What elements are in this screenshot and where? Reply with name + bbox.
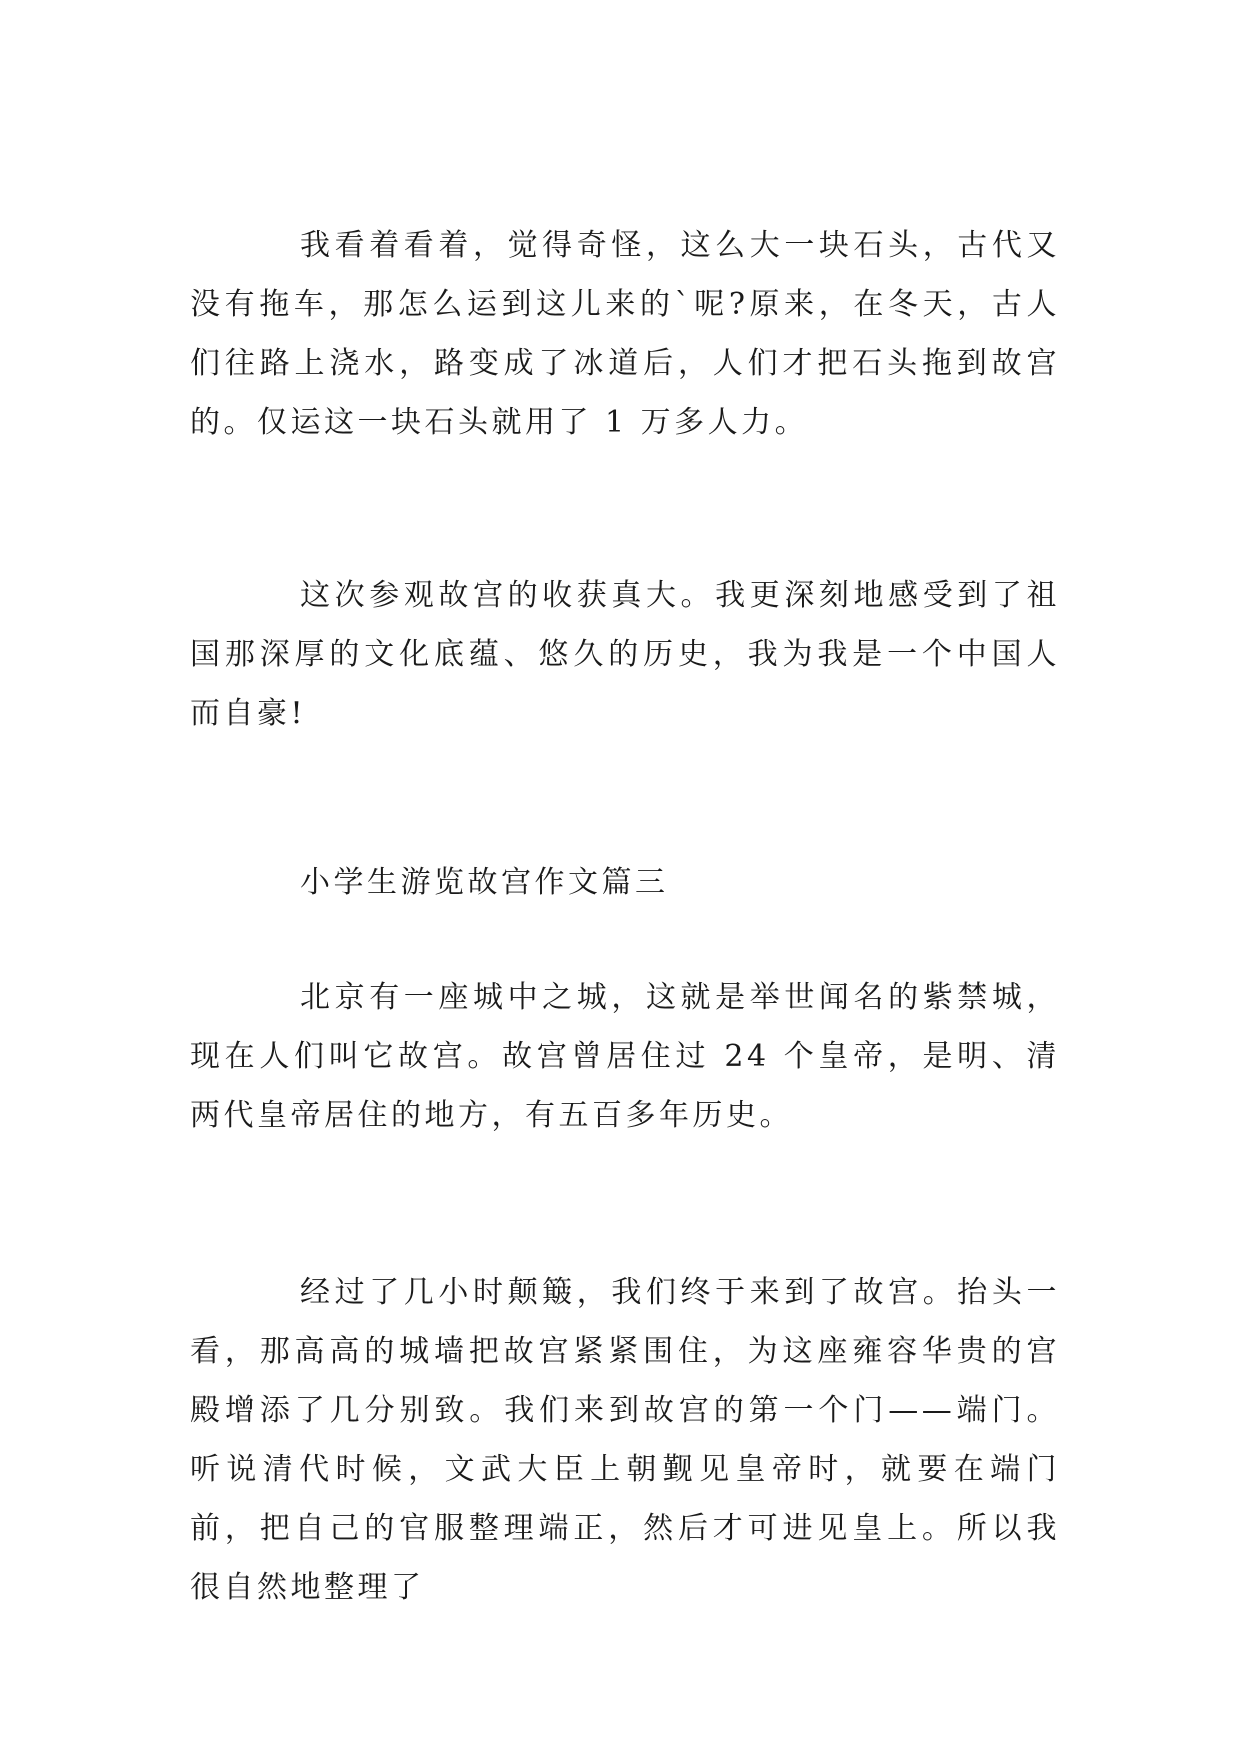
section-heading: 小学生游览故宫作文篇三 (300, 865, 669, 900)
paragraph-arrival-duanmen: 经过了几小时颠簸，我们终于来到了故宫。抬头一看，那高高的城墙把故宫紧紧围住，为这座雍容华贵的宫殿增添了几分别致。我们来到故宫的第一个门——端门。听说清代时候，文武大臣上朝觐见皇帝时，就要在端门前，把自己的官服整理端正，然后才可进见皇上。所以我很自然地整理了 (190, 1275, 1060, 1605)
paragraph-forbidden-city-intro: 北京有一座城中之城，这就是举世闻名的紫禁城，现在人们叫它故宫。故宫曾居住过 24 个皇帝，是明、清两代皇帝居住的地方，有五百多年历史。 (190, 980, 1060, 1133)
paragraph-stone-transport: 我看着看着，觉得奇怪，这么大一块石头，古代又没有拖车，那怎么运到这儿来的`呢?原来，在冬天，古人们往路上浇水，路变成了冰道后，人们才把石头拖到故宫的。仅运这一块石头就用了 1 万多人力。 (190, 228, 1060, 440)
paragraph-visit-reflection: 这次参观故宫的收获真大。我更深刻地感受到了祖国那深厚的文化底蕴、悠久的历史，我为我是一个中国人而自豪! (190, 578, 1060, 731)
